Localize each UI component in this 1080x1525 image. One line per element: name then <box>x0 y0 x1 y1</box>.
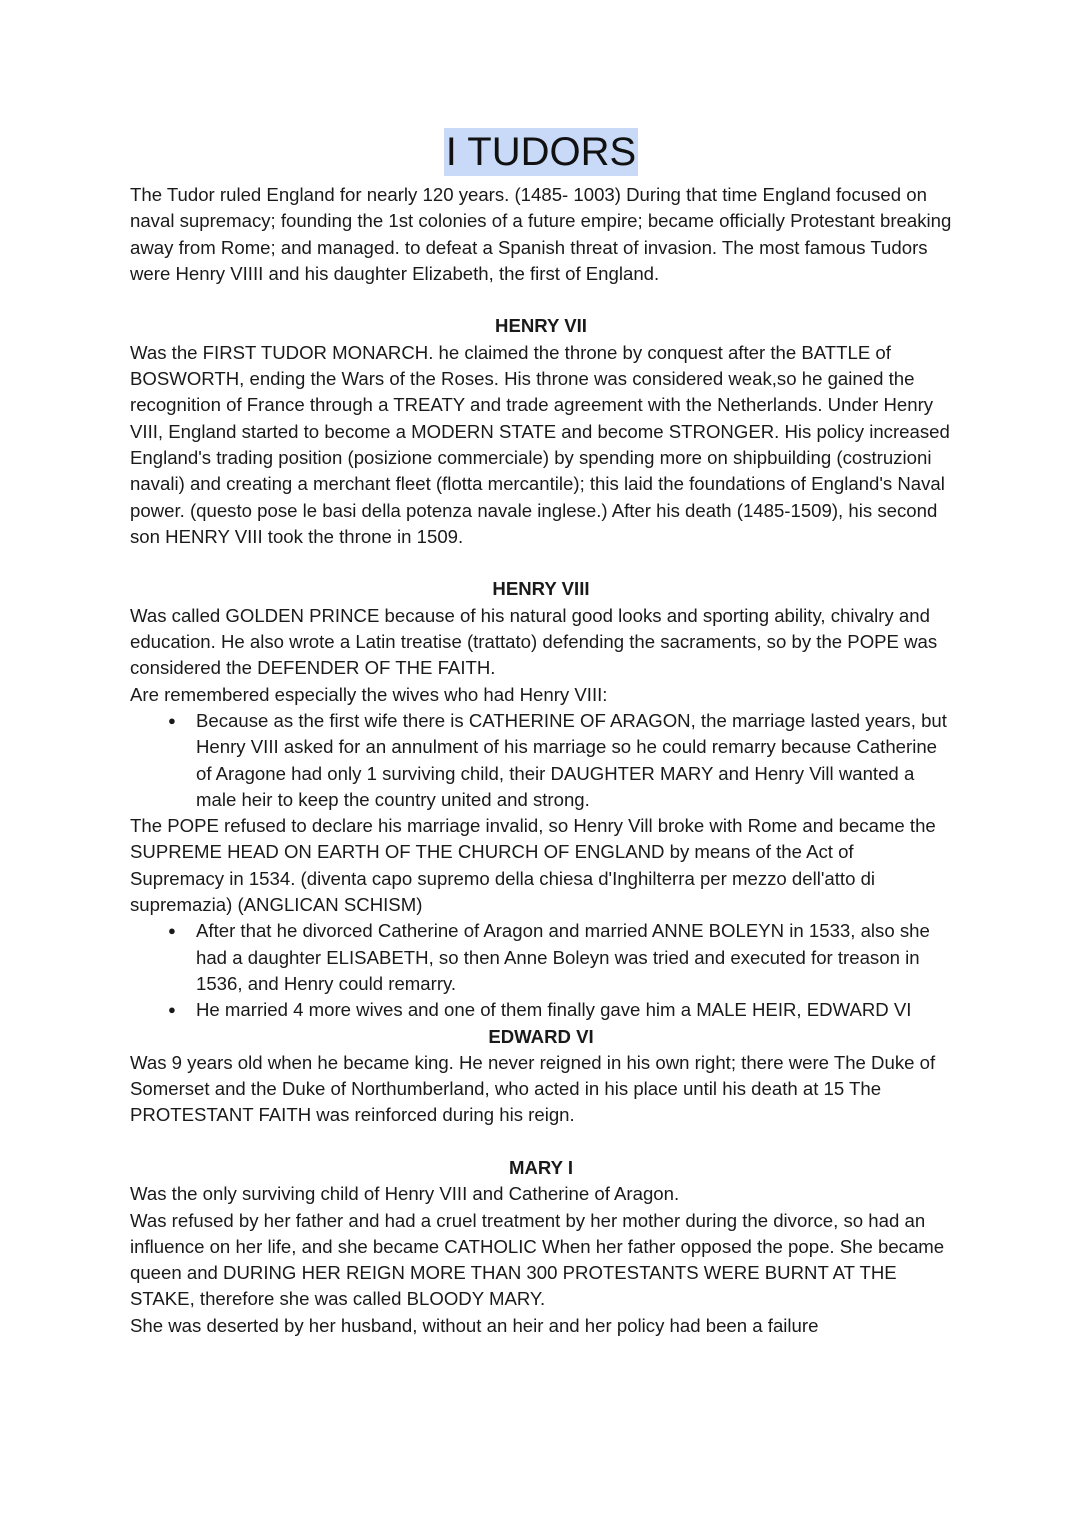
section-paragraph: Was 9 years old when he became king. He never reigned in his own right; there were The Duke of Somerset and the Duke of Northumberland, who acted in his place until his death at 15 The PROTESTANT FAITH was reinforced during his reign. <box>130 1051 936 1126</box>
spacer <box>130 550 952 576</box>
section-heading: HENRY VII <box>495 315 587 337</box>
section-paragraph: She was deserted by her husband, without an heir and her policy had been a failure <box>130 1314 819 1336</box>
list-item <box>130 708 952 813</box>
list-item-text: After that he divorced Catherine of Aragon and married ANNE BOLEYN in 1533, also she had a daughter ELISABETH, so then Anne Boleyn was tried and executed for treason in 1536, and Henry could remarry. <box>196 920 930 994</box>
section-heading: HENRY VIII <box>492 578 590 600</box>
list-item <box>130 997 952 1023</box>
section-mary-i <box>130 1155 952 1339</box>
bullet-list <box>130 918 952 1023</box>
list-item <box>130 918 952 997</box>
bullet-icon: ● <box>168 923 176 939</box>
section-henry-viii <box>130 576 952 1023</box>
section-heading: EDWARD VI <box>488 1025 594 1047</box>
page-title: I TUDORS <box>445 130 637 174</box>
section-edward-vi <box>130 1024 952 1129</box>
section-paragraph: Was refused by her father and had a cruel treatment by her mother during the divorce, so had an influence on her life, and she became CATHOLIC When her father opposed the pope. She became queen and DURING HER REIGN MORE THAN 300 PROTESTANTS WERE BURNT AT THE STAKE, therefore she was called BLOODY MARY. <box>130 1209 945 1310</box>
list-item-text: Because as the first wife there is CATHERINE OF ARAGON, the marriage lasted years, but Henry VIII asked for an annulment of his marriage so he could remarry because Catherine of Aragone had only 1 surviving child, their DAUGHTER MARY and Henry Vill wanted a male heir to keep the country united and strong. <box>196 709 947 810</box>
section-henry-vii <box>130 313 952 550</box>
bullet-icon: ● <box>168 712 176 728</box>
spacer <box>130 287 952 313</box>
section-paragraph: Was the FIRST TUDOR MONARCH. he claimed the throne by conquest after the BATTLE of BOSWORTH, ending the Wars of the Roses. His throne was considered weak,so he gained the recognition of France through a TREATY and trade agreement with the Netherlands. Under Henry VIII, England started to become a MODERN STATE and become STRONGER. His policy increased England's trading position (posizione commerciale) by spending more on shipbuilding (costruzioni navali) and creating a merchant fleet (flotta mercantile); this laid the foundations of England's Naval power. (questo pose le basi della potenza navale inglese.) After his death (1485-1509), his second son HENRY VIII took the throne in 1509. <box>130 341 950 547</box>
section-paragraph: Was called GOLDEN PRINCE because of his natural good looks and sporting ability, chivalry and education. He also wrote a Latin treatise (trattato) defending the sacraments, so by the POPE was considered the DEFENDER OF THE FAITH. <box>130 604 938 679</box>
intro-paragraph: The Tudor ruled England for nearly 120 years. (1485- 1003) During that time England focused on naval supremacy; founding the 1st colonies of a future empire; became officially Protestant breaking away from Rome; and managed. to defeat a Spanish threat of invasion. The most famous Tudors were Henry VIIII and his daughter Elizabeth, the first of England. <box>130 184 952 284</box>
list-item-text: He married 4 more wives and one of them finally gave him a MALE HEIR, EDWARD VI <box>196 999 912 1021</box>
bullet-list <box>130 708 952 813</box>
section-paragraph: The POPE refused to declare his marriage invalid, so Henry Vill broke with Rome and became the SUPREME HEAD ON EARTH OF THE CHURCH OF ENGLAND by means of the Act of Supremacy in 1534. (diventa capo supremo della chiesa d'Inghilterra per mezzo dell'atto di supremazia) (ANGLICAN SCHISM) <box>130 815 936 916</box>
bullet-icon: ● <box>168 1002 176 1018</box>
spacer <box>130 1129 952 1155</box>
title-wrapper <box>130 128 952 176</box>
section-paragraph: Was the only surviving child of Henry VIII and Catherine of Aragon. <box>130 1183 680 1205</box>
document-page <box>130 128 952 1339</box>
section-heading: MARY I <box>508 1156 574 1178</box>
section-paragraph: Are remembered especially the wives who had Henry VIII: <box>130 683 608 705</box>
